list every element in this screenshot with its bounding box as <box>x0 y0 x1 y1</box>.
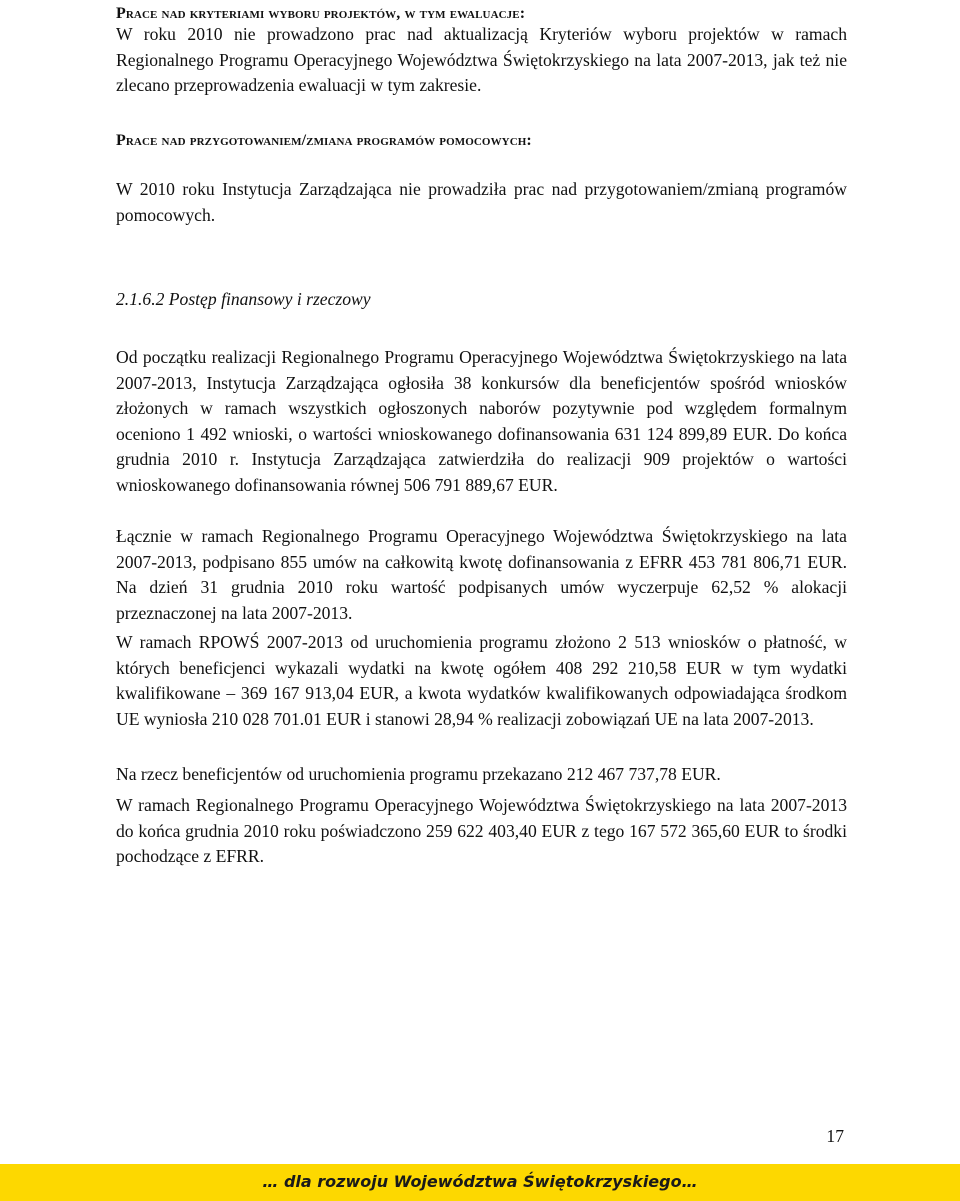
footer-slogan: … dla rozwoju Województwa Świętokrzyskiego… <box>262 1172 698 1191</box>
paragraph-progress-3: W ramach RPOWŚ 2007-2013 od uruchomienia programu złożono 2 513 wniosków o płatność, w których beneficjenci wykazali wydatki na kwotę ogółem 408 292 210,58 EUR w tym wydatki kwalifikowane – 369 167 913,04 EUR, a kwota wydatków kwalifikowanych odpowiadająca środkom UE wyniosła 210 028 701.01 EUR i stanowi 28,94 % realizacji zobowiązań UE na lata 2007-2013. <box>116 632 847 729</box>
paragraph-aid-programs: W 2010 roku Instytucja Zarządzająca nie prowadziła prac nad przygotowaniem/zmianą programów pomocowych. <box>116 179 847 225</box>
section-heading-criteria: Prace nad kryteriami wyboru projektów, w tym ewaluacje: <box>116 5 526 22</box>
paragraph-criteria: W roku 2010 nie prowadzono prac nad aktualizacją Kryteriów wyboru projektów w ramach Regionalnego Programu Operacyjnego Województwa Świętokrzyskiego na lata 2007-2013, jak też nie zlecano przeprowadzenia ewaluacji w tym zakresie. <box>116 24 847 96</box>
paragraph-progress-4: Na rzecz beneficjentów od uruchomienia programu przekazano 212 467 737,78 EUR. <box>116 764 721 784</box>
section-heading-aid-programs: Prace nad przygotowaniem/zmiana programów pomocowych: <box>116 132 532 149</box>
section-title-progress: 2.1.6.2 Postęp finansowy i rzeczowy <box>116 289 371 309</box>
page-number: 17 <box>826 1126 844 1146</box>
paragraph-progress-2: Łącznie w ramach Regionalnego Programu Operacyjnego Województwa Świętokrzyskiego na lata 2007-2013, podpisano 855 umów na całkowitą kwotę dofinansowania z EFRR 453 781 806,71 EUR. Na dzień 31 grudnia 2010 roku wartość podpisanych umów wyczerpuje 62,52 % alokacji przeznaczonej na lata 2007-2013. <box>116 526 847 623</box>
paragraph-progress-1: Od początku realizacji Regionalnego Programu Operacyjnego Województwa Świętokrzyskiego na lata 2007-2013, Instytucja Zarządzająca ogłosiła 38 konkursów dla beneficjentów spośród wniosków złożonych w ramach wszystkich ogłoszonych naborów pozytywnie pod względem formalnym oceniono 1 492 wnioski, o wartości wnioskowanego dofinansowania 631 124 899,89 EUR. Do końca grudnia 2010 r. Instytucja Zarządzająca zatwierdziła do realizacji 909 projektów o wartości wnioskowanego dofinansowania równej 506 791 889,67 EUR. <box>116 347 847 495</box>
footer-bar <box>0 1164 960 1201</box>
paragraph-progress-5: W ramach Regionalnego Programu Operacyjnego Województwa Świętokrzyskiego na lata 2007-2013 do końca grudnia 2010 roku poświadczono 259 622 403,40 EUR z tego 167 572 365,60 EUR to środki pochodzące z EFRR. <box>116 795 847 867</box>
